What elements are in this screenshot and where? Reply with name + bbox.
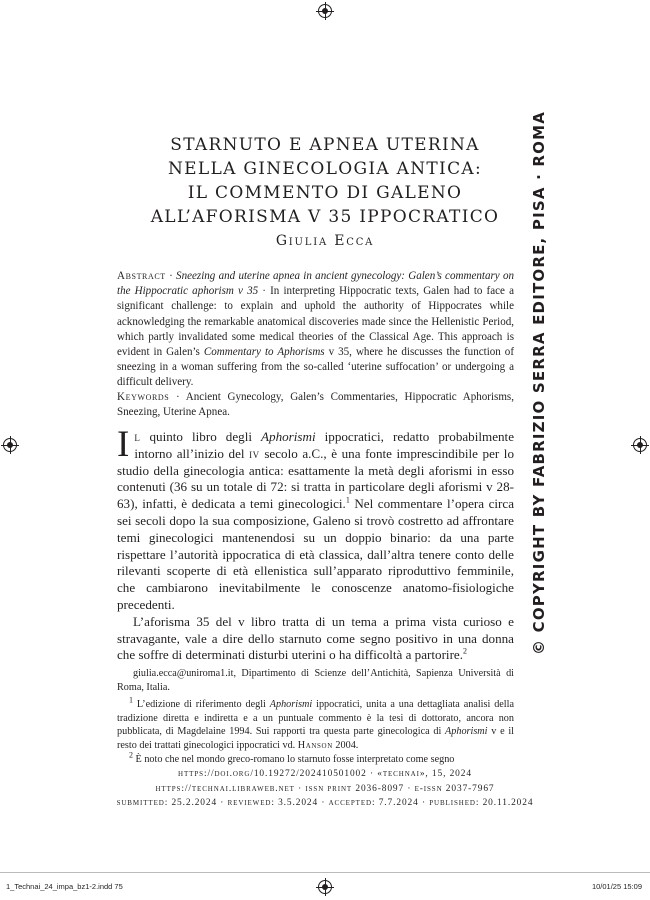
abstract-english-title: Sneezing and uterine apnea in ancient gynecology: Galen’s commentary on the Hippocratic aphorism v 35 — [117, 270, 514, 298]
footnote-1-text-a: L’edizione di riferimento degli — [133, 699, 270, 711]
aphorismi-title: Aphorismi — [261, 429, 316, 444]
title-line-3: IL COMMENTO DI GALENO — [187, 183, 463, 203]
footnote-1-aphorismi-2: Aphorismi — [445, 726, 488, 738]
paragraph-1-text-b: ippocratici, redatto probabilmente intorno all’inizio del — [134, 429, 514, 461]
slug-filename: 1_Technai_24_impa_bz1-2.indd 75 — [6, 882, 123, 891]
paragraph-1 — [117, 424, 515, 614]
paragraph-2-text: L’aforisma 35 del v libro tratta di un tema a prima vista curioso e stravagante, vale a dire dello starnuto come segno positivo in una donna che soffre di determinati disturbi uterini o ha difficoltà a partorire. — [117, 613, 514, 663]
title-line-2: NELLA GINECOLOGIA ANTICA: — [168, 159, 482, 179]
author-name: Giulia Ecca — [275, 233, 375, 249]
paragraph-1-text-a: quinto libro degli — [140, 429, 262, 444]
abstract-text-a: · In interpreting Hippocratic texts, Galen had to face a significant challenge: to explain and uphold the authority of Hippocrates while acknowledging the remarkable anatomical discoveries made since the Hellenistic Period, which partly invalidated some medical theories of the Classical Age. This approach is evident in Galen’s — [117, 285, 514, 359]
title-line-4: ALL’AFORISMA V 35 IPPOCRATICO — [150, 207, 500, 227]
paragraph-1-text-c: secolo a.C., è una fonte imprescindibile per lo studio della ginecologia antica: esattamente la metà degli aforismi in esso contenuti (36 su un totale di 72: si tratta in particolare degli aforismi v 28-63), infatti, è dedicata a temi ginecologici. — [117, 445, 514, 512]
abstract — [117, 269, 514, 391]
body-text — [117, 424, 515, 664]
page-footer — [0, 769, 650, 813]
abstract-work-title: Commentary to Aphorisms — [203, 346, 325, 359]
footnote-2-text: È noto che nel mondo greco-romano lo starnuto fosse interpretato come segno — [133, 753, 455, 765]
registration-mark-bottom — [318, 880, 332, 894]
footer-website[interactable]: https://technai.libraweb.net · issn print 2036-8097 · e-issn 2037-7967 — [155, 783, 495, 794]
footnote-1-text-c: v e il resto dei trattati ginecologici ippocratici vd. — [117, 726, 514, 751]
footnote-2-mark: 2 — [129, 750, 133, 760]
registration-mark-left — [3, 438, 17, 452]
abstract-text-b: v 35, where he discusses the function of sneezing in a woman suffering from the so-called ‘uterine suffocation’ or undergoing a difficult delivery. — [117, 346, 515, 389]
footnote-1-aphorismi: Aphorismi — [269, 699, 313, 711]
keywords — [117, 390, 514, 420]
abstract-separator: · — [165, 270, 177, 282]
registration-mark-right — [633, 438, 647, 452]
title-line-1: STARNUTO E APNEA UTERINA — [170, 135, 480, 155]
footnote-1-text-b: ippocratici, unita a una dettagliata analisi della tradizione diretta e indiretta e a un puntuale commento è la tesi di dottorato, ancora non pubblicata, di Magdelaine 1994. Sui rapporti tra questa parte ginecologica di — [117, 699, 514, 738]
footnote-1-citation: Hanson — [297, 739, 333, 751]
drop-cap: I — [117, 424, 130, 465]
slug-timestamp: 10/01/25 15:09 — [591, 882, 642, 891]
footnote-1-mark: 1 — [129, 695, 133, 705]
footnote-ref-1[interactable]: 1 — [345, 495, 350, 505]
footnote-2 — [117, 750, 514, 767]
paragraph-1-text-d: Nel commentare l’opera circa sei secoli dopo la sua composizione, Galeno si trovò costretto ad affrontare temi ginecologici mantenendosi su un doppio binario: da una parte rispettare l’autorità ippocratica di età classica, dall’altra tenere conto delle rilevanti scoperte di età ellenistica sull’apparato riproduttivo femminile, che cambiarono inevitabilmente le conoscenze anatomo-fisiologiche precedenti. — [117, 496, 515, 612]
century-numeral: iv — [249, 445, 260, 461]
keywords-text: · Ancient Gynecology, Galen’s Commentaries, Hippocratic Aphorisms, Sneezing, Uterine Apnea. — [117, 391, 514, 419]
footer-doi[interactable]: https://doi.org/10.19272/202410501002 · «technai», 15, 2024 — [178, 769, 472, 779]
footnote-1 — [117, 695, 514, 752]
keywords-label: Keywords — [117, 391, 170, 403]
paragraph-2 — [117, 614, 514, 664]
footnote-ref-2[interactable]: 2 — [463, 647, 468, 656]
slug-divider — [0, 872, 650, 873]
footnote-1-text-d: 2004. — [332, 739, 359, 751]
abstract-label: Abstract — [117, 270, 166, 282]
footnotes-area — [117, 667, 514, 766]
lead-in: l — [134, 429, 141, 444]
affiliation: giulia.ecca@uniroma1.it, Dipartimento di Scienze dell’Antichità, Sapienza Università di Roma, Italia. — [117, 668, 514, 693]
copyright-vertical: © COPYRIGHT BY FABRIZIO SERRA EDITORE, PISA · ROMA — [530, 110, 548, 655]
footer-dates: submitted: 25.2.2024 · reviewed: 3.5.2024 · accepted: 7.7.2024 · published: 20.11.2024 — [116, 798, 534, 808]
article-title — [0, 133, 650, 229]
registration-mark-top — [318, 4, 332, 18]
